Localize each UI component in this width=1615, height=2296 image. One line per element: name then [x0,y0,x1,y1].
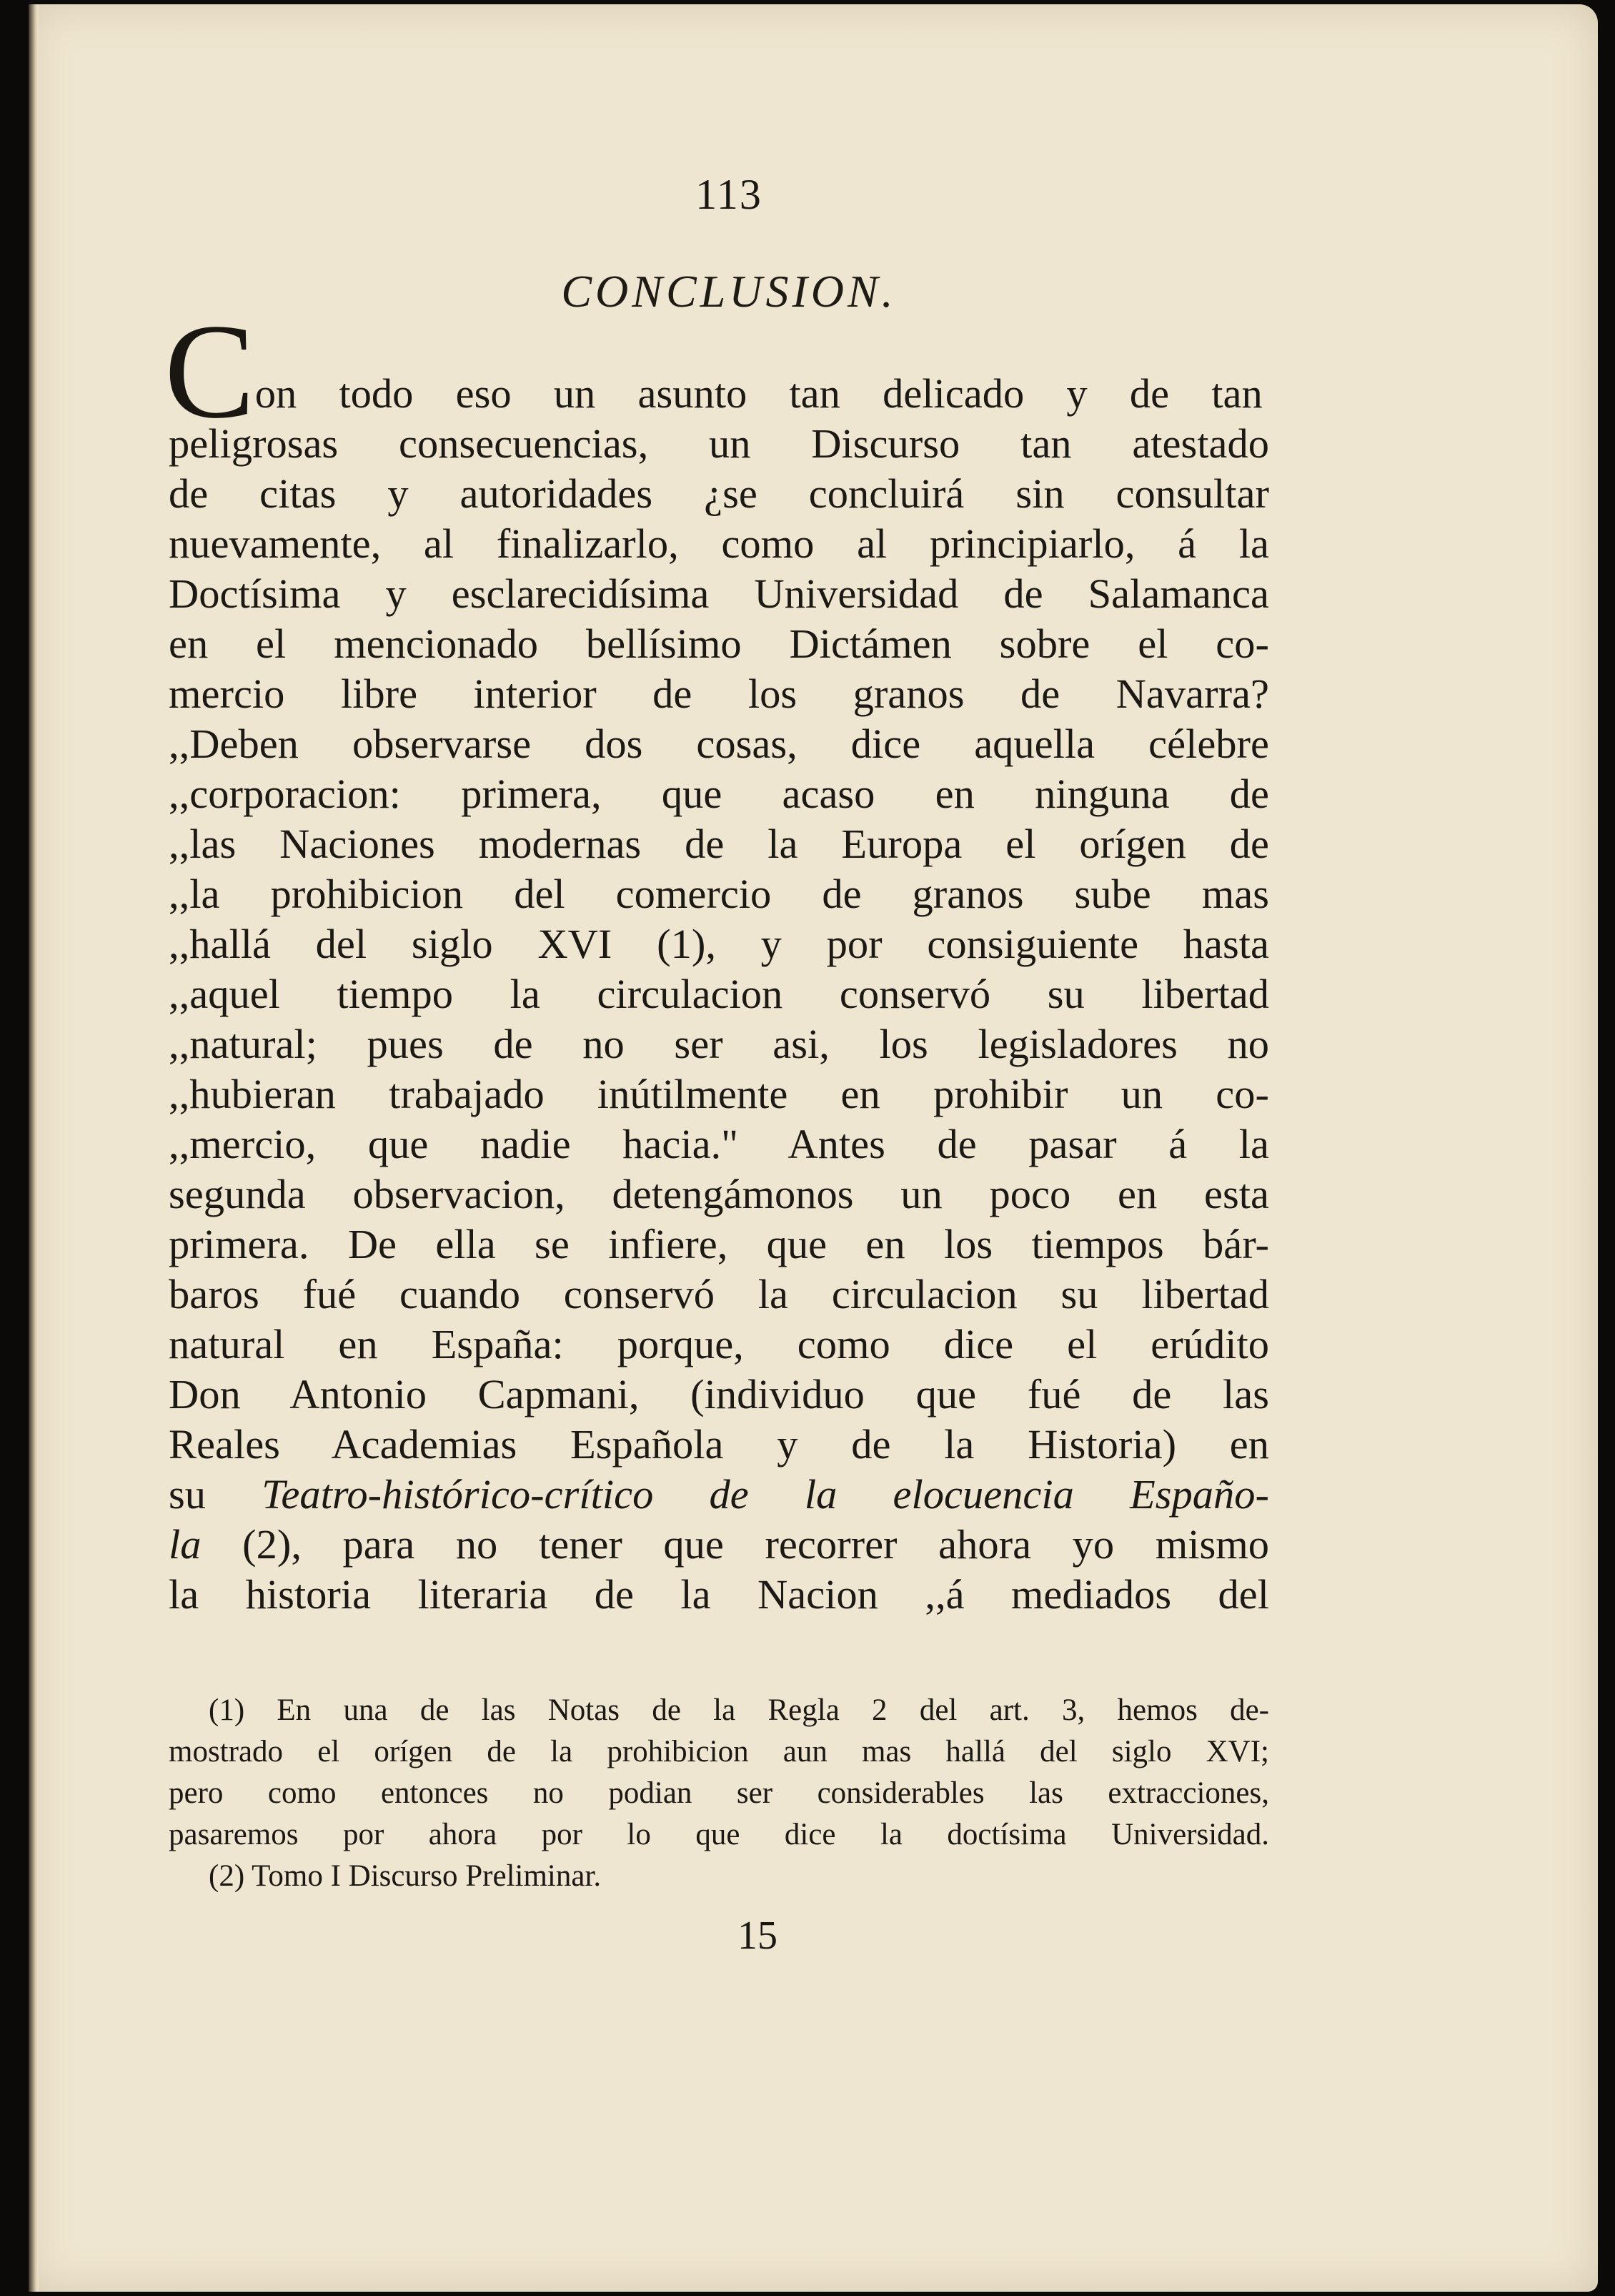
body-line: Reales Academias Española y de la Historia) en [169,1421,1269,1468]
body-line: nuevamente, al finalizarlo, como al principiarlo, á la [169,520,1269,567]
body-line: ,,las Naciones modernas de la Europa el orígen de [169,821,1269,867]
printer-signature-mark: 15 [737,1914,777,1958]
body-line: ,,hubieran trabajado inútilmente en prohibir un co- [169,1071,1269,1117]
footnotes [169,1690,1269,1897]
body-line: segunda observacion, detengámonos un poco en esta [169,1171,1269,1217]
body-text [164,297,1270,1620]
body-line: Doctísima y esclarecidísima Universidad de Salamanca [169,570,1269,617]
italic-book-title-end: la [169,1521,202,1568]
footnote-line: (2) Tomo I Discurso Preliminar. [209,1859,602,1893]
body-line: ,,natural; pues de no ser asi, los legisladores no [169,1021,1269,1067]
body-line: natural en España: porque, como dice el erúdito [169,1321,1269,1367]
body-line: baros fué cuando conservó la circulacion su libertad [169,1271,1269,1317]
body-line: en el mencionado bellísimo Dictámen sobre el co- [169,620,1269,667]
page-number: 113 [695,171,762,218]
book-page [29,4,1598,2292]
body-line: ,,corporacion: primera, que acaso en ninguna de [169,771,1269,817]
body-line: peligrosas consecuencias, un Discurso tan atestado [169,420,1269,467]
body-line: ,,hallá del siglo XVI (1), y por consiguiente hasta [169,921,1269,967]
body-line: ,,mercio, que nadie hacia." Antes de pasar á la [169,1121,1269,1167]
italic-book-title: Teatro-histórico-crítico de la elocuencia Españo- [262,1471,1270,1518]
footnote-line: mostrado el orígen de la prohibicion aun mas hallá del siglo XVI; [169,1735,1269,1768]
body-line: ,,la prohibicion del comercio de granos sube mas [169,871,1269,917]
footnote-line: pero como entonces no podian ser considerables las extracciones, [169,1776,1269,1810]
drop-cap: C [164,297,255,447]
body-line: ,,aquel tiempo la circulacion conservó su libertad [169,971,1269,1017]
body-line-with-italic-title: la (2), para no tener que recorrer ahora yo mismo [169,1521,1269,1568]
body-line: la historia literaria de la Nacion ,,á mediados del [169,1571,1269,1618]
body-line: ,,Deben observarse dos cosas, dice aquella célebre [169,721,1269,767]
body-line-with-italic-title: su Teatro-histórico-crítico de la elocuencia Españo- [169,1471,1270,1518]
body-line: mercio libre interior de los granos de Navarra? [169,671,1269,717]
section-heading: CONCLUSION. [561,266,897,317]
body-line: de citas y autoridades ¿se concluirá sin consultar [169,470,1269,517]
body-line: Don Antonio Capmani, (individuo que fué de las [169,1371,1269,1417]
body-line: primera. De ella se infiere, que en los tiempos bár- [169,1221,1269,1267]
footnote-line: pasaremos por ahora por lo que dice la doctísima Universidad. [169,1818,1269,1851]
body-line: C on todo eso un asunto tan delicado y de tan [164,297,1263,447]
footnote-line: (1) En una de las Notas de la Regla 2 del art. 3, hemos de- [209,1693,1269,1727]
